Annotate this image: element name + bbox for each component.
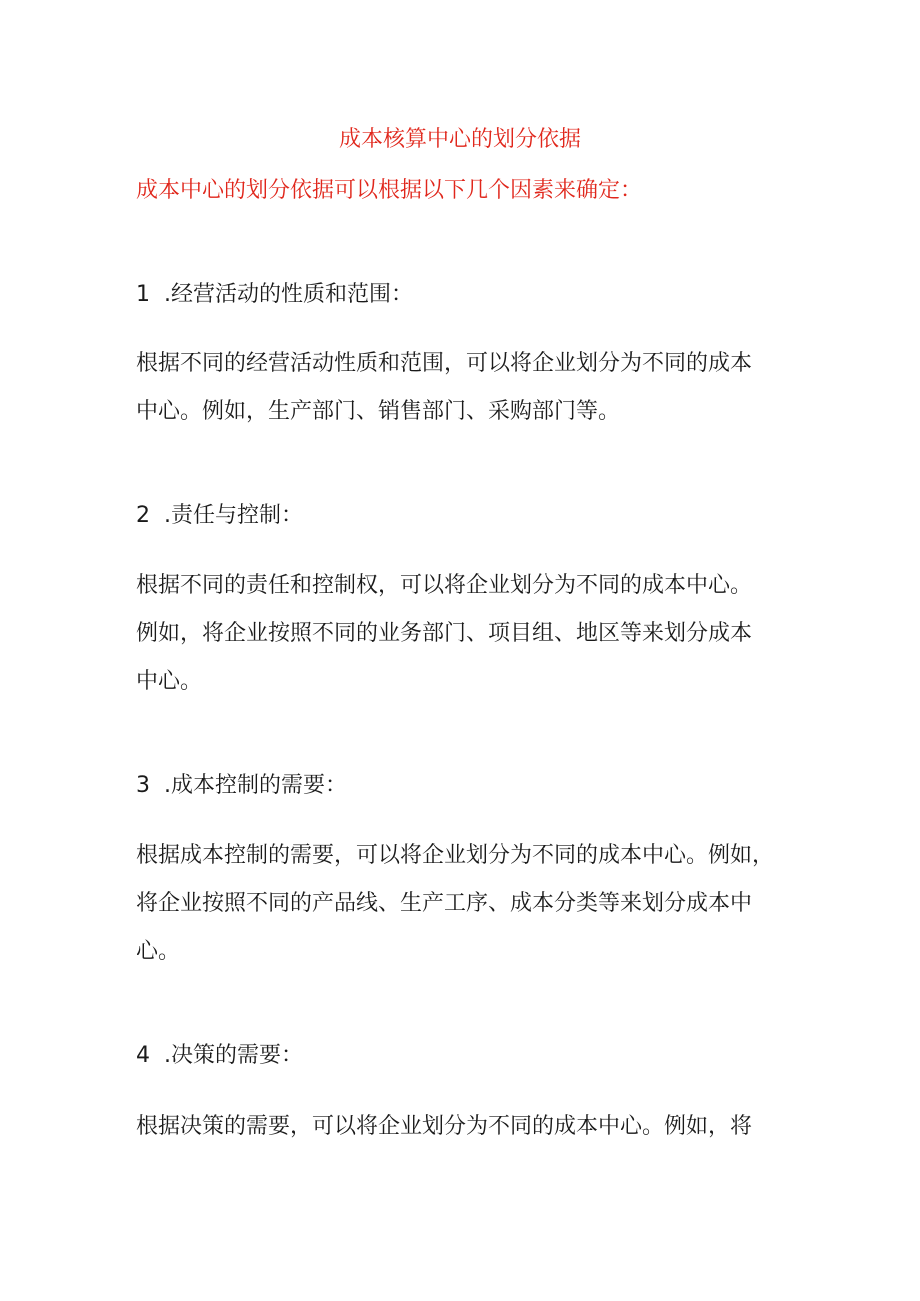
section-heading-text: .经营活动的性质和范围： [164, 282, 413, 307]
section-number: 3 [136, 773, 150, 798]
section-heading-3 [136, 770, 347, 802]
document-subtitle: 成本中心的划分依据可以根据以下几个因素来确定： [136, 178, 643, 203]
section-paragraph-1 [136, 340, 796, 436]
paragraph-line: 根据不同的经营活动性质和范围，可以将企业划分为不同的成本 [136, 351, 753, 376]
section-heading-text: .责任与控制： [164, 503, 303, 528]
section-paragraph-2 [136, 562, 796, 706]
section-paragraph-3 [136, 832, 796, 976]
paragraph-line: 例如，将企业按照不同的业务部门、项目组、地区等来划分成本 [136, 621, 753, 646]
section-number: 2 [136, 503, 150, 528]
paragraph-line: 根据决策的需要，可以将企业划分为不同的成本中心。例如，将 [136, 1114, 753, 1139]
section-heading-2 [136, 500, 303, 532]
section-number: 1 [136, 282, 150, 307]
section-paragraph-4 [136, 1103, 796, 1151]
section-number: 4 [136, 1043, 150, 1068]
paragraph-line: 根据成本控制的需要，可以将企业划分为不同的成本中心。例如， [136, 843, 775, 868]
document-title: 成本核算中心的划分依据 [338, 127, 581, 152]
paragraph-line: 中心。例如，生产部门、销售部门、采购部门等。 [136, 399, 621, 424]
section-heading-1 [136, 279, 413, 311]
paragraph-line: 将企业按照不同的产品线、生产工序、成本分类等来划分成本中 [136, 891, 753, 916]
section-heading-text: .决策的需要： [164, 1043, 303, 1068]
section-heading-4 [136, 1040, 303, 1072]
paragraph-line: 根据不同的责任和控制权，可以将企业划分为不同的成本中心。 [136, 573, 753, 598]
paragraph-line: 中心。 [136, 669, 203, 694]
paragraph-line: 心。 [136, 939, 181, 964]
section-heading-text: .成本控制的需要： [164, 773, 347, 798]
